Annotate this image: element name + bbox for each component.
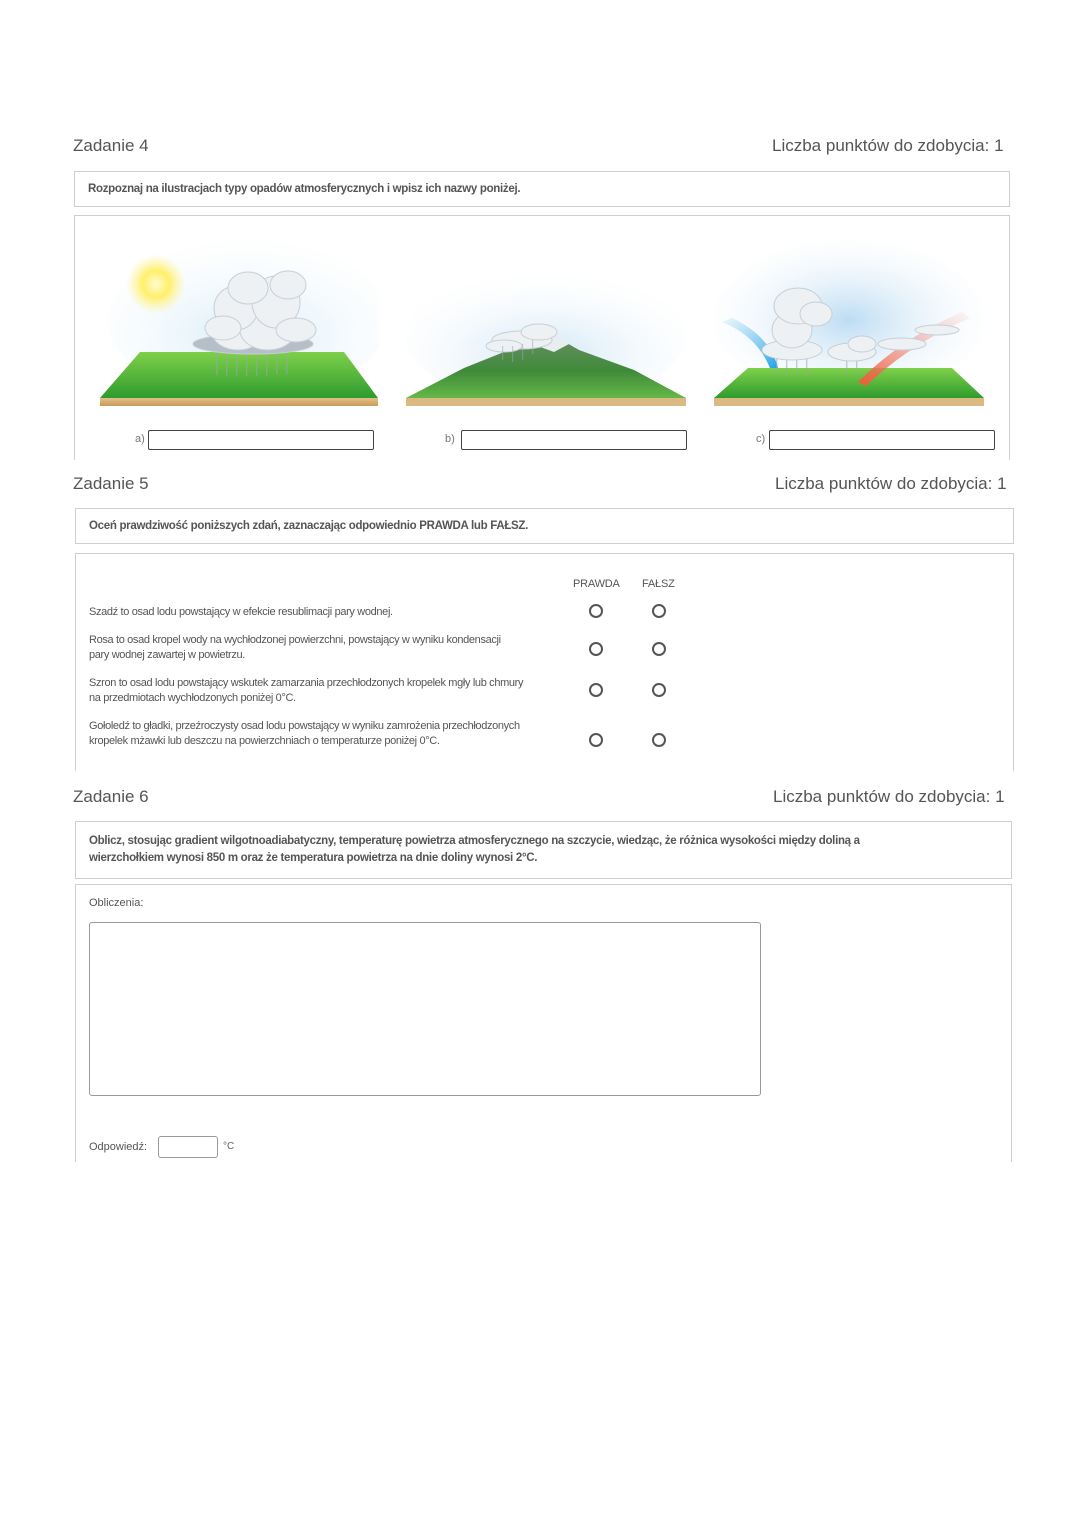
task5-title: Zadanie 5 (73, 474, 149, 493)
answer-b-label: b) (445, 433, 455, 445)
task6-instruction-text: Oblicz, stosując gradient wilgotnoadiabatyczny, temperaturę powietrza atmosferycznego na szczycie, wiedząc, że różnica wysokości między doliną a wierzchołkiem wynosi 850 m oraz że temperatura powietrza na dnie doliny wynosi 2°C. (89, 835, 860, 864)
illustration-convectional-precipitation (98, 240, 380, 410)
statement-2-true-radio[interactable] (589, 642, 603, 656)
statement-1-true-radio[interactable] (589, 604, 603, 618)
answer-c-label: c) (756, 433, 766, 445)
answer-a-label: a) (135, 433, 145, 445)
calculations-label: Obliczenia: (89, 897, 144, 909)
task4-instruction-text: Rozpoznaj na ilustracjach typy opadów atmosferycznych i wpisz ich nazwy poniżej. (88, 183, 521, 195)
answer-unit: °C (223, 1141, 235, 1152)
illustration-frontal-precipitation (712, 240, 986, 410)
statement-3: Szron to osad lodu powstający wskutek zamarzania przechłodzonych kropelek mgły lub chmury na przedmiotach wychłodzonych poniżej 0°C. (89, 677, 524, 704)
illustration-orographic-precipitation (404, 240, 688, 410)
statement-4-true-radio[interactable] (589, 733, 603, 747)
statement-4-false-radio[interactable] (652, 733, 666, 747)
task5-instruction-text: Oceń prawdziwość poniższych zdań, zaznaczając odpowiednio PRAWDA lub FAŁSZ. (89, 520, 529, 532)
task6-title: Zadanie 6 (73, 787, 149, 806)
answer-a-input[interactable] (148, 430, 374, 450)
statement-1: Szadź to osad lodu powstający w efekcie resublimacji pary wodnej. (89, 606, 393, 618)
calculations-textarea[interactable] (89, 922, 761, 1096)
statement-2: Rosa to osad kropel wody na wychłodzonej powierzchni, powstający w wyniku kondensacji pary wodnej zawartej w powietrzu. (89, 634, 501, 661)
statement-2-false-radio[interactable] (652, 642, 666, 656)
statement-3-true-radio[interactable] (589, 683, 603, 697)
task4-title: Zadanie 4 (73, 136, 149, 155)
answer-c-input[interactable] (769, 430, 995, 450)
answer-input[interactable] (158, 1136, 218, 1158)
task6-points: Liczba punktów do zdobycia: 1 (773, 787, 1005, 806)
task4-instruction (74, 171, 1010, 207)
answer-label: Odpowiedź: (89, 1141, 148, 1153)
column-header-false: FAŁSZ (642, 578, 675, 590)
task5-points: Liczba punktów do zdobycia: 1 (775, 474, 1007, 493)
task5-instruction (75, 508, 1014, 544)
column-header-true: PRAWDA (573, 578, 620, 590)
answer-b-input[interactable] (461, 430, 687, 450)
task6-instruction (75, 821, 1012, 879)
statement-3-false-radio[interactable] (652, 683, 666, 697)
statement-4: Gołoledź to gładki, przeźroczysty osad lodu powstający w wyniku zamrożenia przechłodzonych kropelek mżawki lub deszczu na powierzchniach o temperaturze poniżej 0°C. (89, 720, 520, 747)
statement-1-false-radio[interactable] (652, 604, 666, 618)
task4-points: Liczba punktów do zdobycia: 1 (772, 136, 1004, 155)
